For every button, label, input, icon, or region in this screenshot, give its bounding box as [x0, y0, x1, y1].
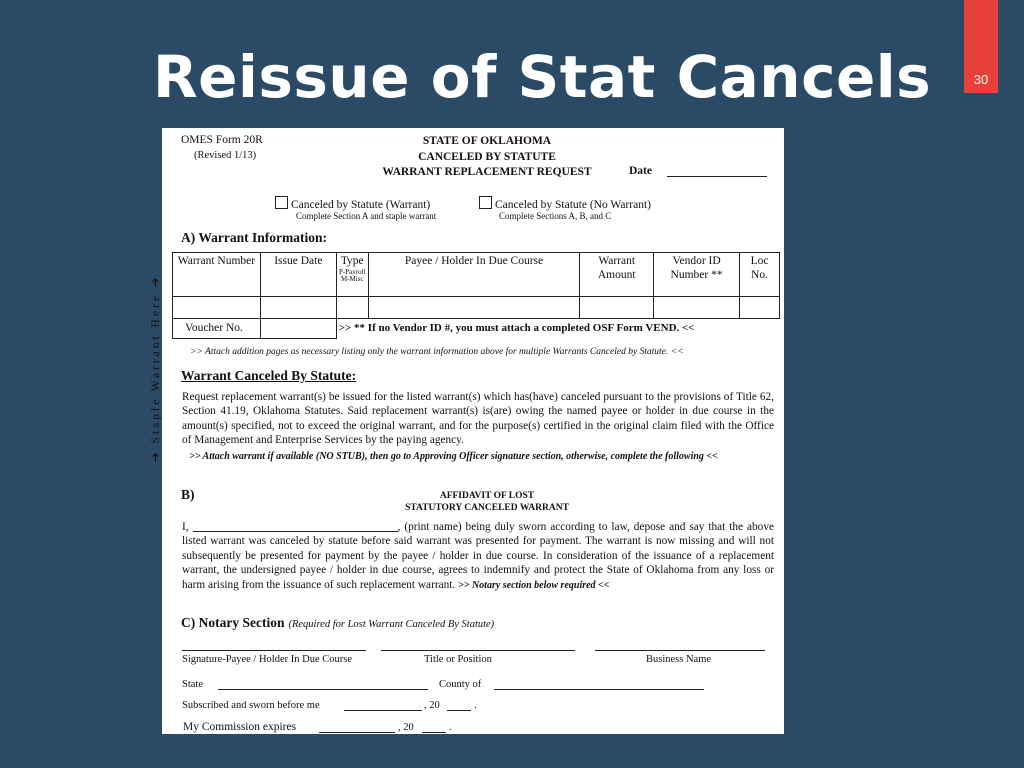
checkbox-warrant-sub: Complete Section A and staple warrant [296, 211, 437, 221]
title-position-field[interactable] [381, 650, 575, 651]
title-position-label: Title or Position [424, 654, 492, 665]
col-amount: Warrant Amount [580, 253, 654, 297]
print-name-field[interactable] [193, 531, 398, 532]
slide-title: Reissue of Stat Cancels [153, 43, 932, 111]
col-vendor-id: Vendor ID Number ** [654, 253, 740, 297]
input-vendor-id[interactable] [654, 297, 740, 319]
affidavit-lead: I, [182, 521, 189, 533]
commission-year-field[interactable] [422, 732, 446, 733]
attach-note: >> Attach addition pages as necessary listing only the warrant information above for multiple Warrants Canceled by Statute. << [190, 347, 684, 357]
commission-year-label: , 20 [398, 722, 414, 733]
input-loc-no[interactable] [740, 297, 780, 319]
warrant-info-table [172, 252, 780, 339]
state-label: State [182, 679, 203, 690]
date-field[interactable] [667, 176, 767, 177]
col-type-sub: P-Payroll M-Misc [339, 267, 366, 284]
section-c-subtitle: (Required for Lost Warrant Canceled By Statute) [288, 619, 495, 630]
voucher-label: Voucher No. [173, 319, 261, 339]
section-b-title: B) [181, 487, 195, 502]
wcs-body: Request replacement warrant(s) be issued for the listed warrant(s) which has(have) canceled pursuant to the provisions of Title 62, Section 41.19, Oklahoma Statutes. Said replacement warrant(s) is(are) owing the named payee or holder in due course in the amount(s) specified, not to exceed the original warrant, and for the purpose(s) certified in the original claim filed with the Office of Management and Enterprise Services by the paying agency. [182, 391, 774, 447]
wcs-note: >> Attach warrant if available (NO STUB), then go to Approving Officer signature section, otherwise, complete the following << [189, 451, 718, 462]
page-number: 30 [973, 72, 989, 87]
sworn-period: . [474, 700, 477, 711]
form-revised: (Revised 1/13) [194, 150, 257, 161]
input-voucher-no[interactable] [260, 319, 336, 339]
date-label: Date [629, 165, 652, 177]
form-document [150, 128, 784, 734]
signature-field[interactable] [182, 650, 366, 651]
affidavit-body [182, 520, 774, 593]
commission-label: My Commission expires [183, 721, 297, 733]
input-payee[interactable] [368, 297, 580, 319]
business-name-field[interactable] [595, 650, 765, 651]
county-field[interactable] [494, 689, 704, 690]
input-amount[interactable] [580, 297, 654, 319]
section-a-title: A) Warrant Information: [181, 230, 327, 245]
header-line-3: WARRANT REPLACEMENT REQUEST [382, 166, 592, 178]
form-id: OMES Form 20R [181, 134, 263, 146]
wcs-title: Warrant Canceled By Statute: [181, 368, 357, 383]
vendor-note: >> ** If no Vendor ID #, you must attach a completed OSF Form VEND. << [338, 322, 695, 335]
col-payee: Payee / Holder In Due Course [368, 253, 580, 297]
checkbox-warrant-label: Canceled by Statute (Warrant) [291, 199, 431, 211]
business-name-label: Business Name [646, 654, 712, 665]
sworn-year-label: , 20 [424, 700, 440, 711]
form-header [362, 134, 612, 181]
sworn-label: Subscribed and sworn before me [182, 700, 320, 711]
affidavit-line-2: STATUTORY CANCELED WARRANT [405, 503, 569, 513]
header-line-2: CANCELED BY STATUTE [418, 150, 556, 163]
staple-text: ➔ Staple Warrant Here ➔ [150, 274, 162, 462]
sworn-year-field[interactable] [447, 710, 471, 711]
county-label: County of [439, 679, 482, 690]
commission-period: . [449, 722, 452, 733]
checkbox-no-warrant-label: Canceled by Statute (No Warrant) [495, 199, 651, 211]
affidavit-text: , (print name) being duly sworn according to law, depose and say that the above listed warrant was canceled by statute before said warrant was presented for payment. The warrant is now missing and will not subsequently be presented for payment by the payee / holder in due course. In consideration of the issuance of a replacement warrant, the undersigned payee / holder in due course, agrees to indemnify and protect the State of Oklahoma from any loss or harm arising from the issuance of such replacement warrant. [182, 521, 774, 591]
affidavit-line-1: AFFIDAVIT OF LOST [439, 491, 535, 501]
col-loc-no: Loc No. [740, 253, 780, 297]
col-type [336, 253, 368, 297]
input-warrant-number[interactable] [173, 297, 261, 319]
col-warrant-number: Warrant Number [173, 253, 261, 297]
input-issue-date[interactable] [260, 297, 336, 319]
checkbox-warrant[interactable] [275, 196, 430, 211]
sworn-date-field[interactable] [344, 710, 422, 711]
input-type[interactable] [336, 297, 368, 319]
col-type-label: Type [340, 255, 364, 267]
checkbox-no-warrant[interactable] [479, 196, 651, 211]
section-c-title: C) Notary Section [181, 615, 285, 630]
notary-note: >> Notary section below required << [458, 579, 610, 591]
commission-date-field[interactable] [319, 732, 395, 733]
state-field[interactable] [218, 689, 428, 690]
checkbox-icon[interactable] [479, 196, 492, 209]
col-issue-date: Issue Date [260, 253, 336, 297]
header-line-1: STATE OF OKLAHOMA [422, 135, 552, 147]
checkbox-icon[interactable] [275, 196, 288, 209]
section-c-header [181, 614, 494, 632]
affidavit-title [362, 490, 612, 514]
checkbox-no-warrant-sub: Complete Sections A, B, and C [499, 211, 612, 221]
signature-label: Signature-Payee / Holder In Due Course [182, 654, 352, 665]
